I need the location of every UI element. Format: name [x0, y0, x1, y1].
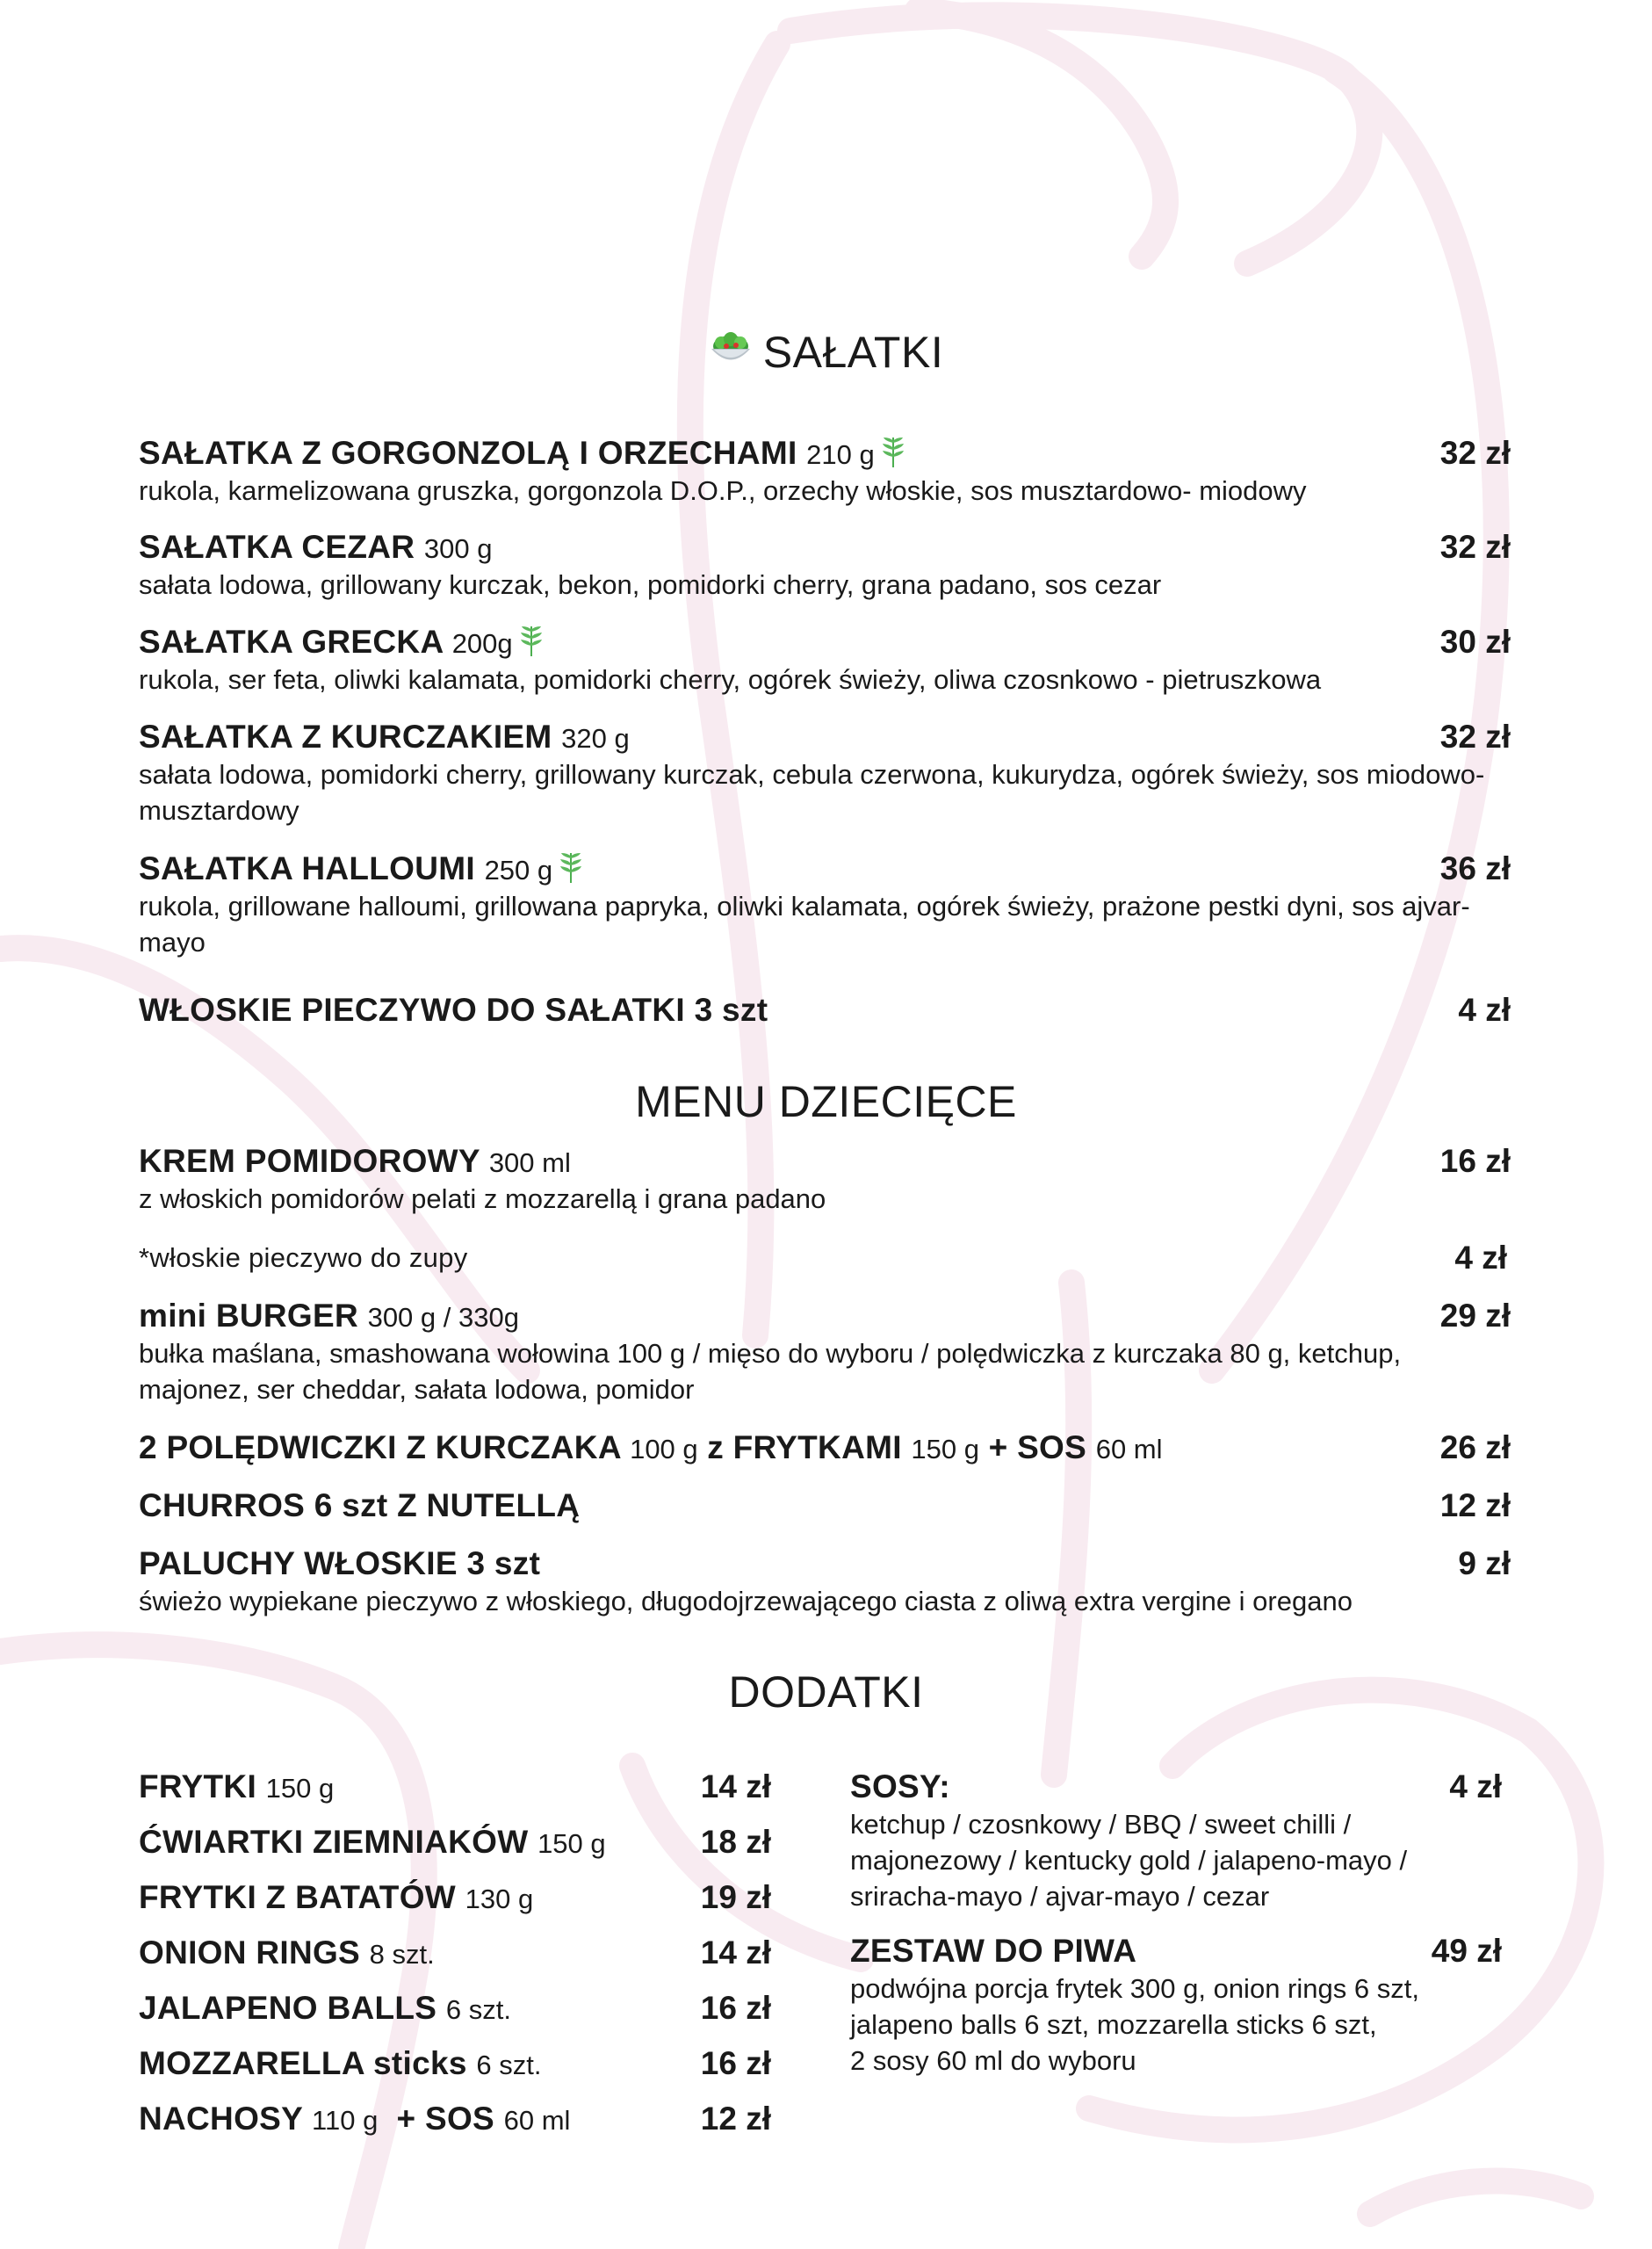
item-price: 49 zł — [1431, 1933, 1502, 1969]
item-price: 12 zł — [1439, 1487, 1511, 1523]
kids-item — [139, 1483, 1511, 1529]
section-title-salads: SAŁATKI — [0, 327, 1652, 378]
item-name: MOZZARELLA sticks 6 szt. — [139, 2045, 542, 2081]
item-description: sałata lodowa, grillowany kurczak, bekon, pomidorki cherry, grana padano, sos cezar — [139, 569, 1162, 600]
item-name: ONION RINGS 8 szt. — [139, 1934, 435, 1971]
item-note: *włoskie pieczywo do zupy — [139, 1242, 468, 1273]
item-name: FRYTKI Z BATATÓW 130 g — [139, 1879, 534, 1915]
item-description: świeżo wypiekane pieczywo z włoskiego, długodojrzewającego ciasta z oliwą extra vergine i oregano — [139, 1586, 1353, 1616]
kids-item — [139, 1541, 1511, 1619]
item-price: 19 zł — [700, 1879, 771, 1915]
item-description: sałata lodowa, pomidorki cherry, grillowany kurczak, cebula czerwona, kukurydza, ogórek świeży, sos miodowo-musztardowy — [139, 759, 1485, 826]
salad-item — [139, 524, 1511, 603]
item-name: JALAPENO BALLS 6 szt. — [139, 1990, 511, 2026]
extra-item — [139, 1985, 771, 2041]
item-name: ĆWIARTKI ZIEMNIAKÓW 150 g — [139, 1824, 606, 1860]
salad-item — [139, 619, 1511, 698]
kids-item — [139, 1139, 1511, 1217]
item-price: 30 zł — [1439, 624, 1511, 660]
vegetarian-leaf-icon — [558, 851, 584, 885]
extra-item-beer-set — [850, 1928, 1502, 1974]
item-description: ketchup / czosnkowy / BBQ / sweet chilli / majonezowy / kentucky gold / jalapeno-mayo / sriracha-mayo / ajvar-mayo / cezar — [850, 1809, 1408, 1912]
item-name: SAŁATKA Z KURCZAKIEM 320 g — [139, 719, 630, 755]
item-price: 18 zł — [700, 1824, 771, 1860]
item-description: rukola, grillowane halloumi, grillowana papryka, oliwki kalamata, ogórek świeży, prażone pestki dyni, sos ajvar-mayo — [139, 891, 1470, 958]
extra-item — [139, 1764, 771, 1819]
vegetarian-leaf-icon — [518, 625, 545, 658]
item-price: 12 zł — [700, 2101, 771, 2137]
item-name: ZESTAW DO PIWA — [850, 1933, 1137, 1969]
item-price: 32 zł — [1439, 529, 1511, 565]
item-name: SOSY: — [850, 1768, 950, 1804]
extra-item — [139, 2096, 771, 2151]
salad-bowl-icon — [709, 327, 753, 371]
item-name: CHURROS 6 szt Z NUTELLĄ — [139, 1487, 581, 1523]
item-price: 16 zł — [700, 2045, 771, 2081]
item-name: SAŁATKA CEZAR 300 g — [139, 529, 493, 565]
item-name: KREM POMIDOROWY 300 ml — [139, 1143, 571, 1179]
item-name: SAŁATKA GRECKA 200g — [139, 619, 545, 667]
item-name: SAŁATKA Z GORGONZOLĄ I ORZECHAMI 210 g — [139, 430, 906, 478]
item-price: 16 zł — [1439, 1143, 1511, 1179]
item-price: 4 zł — [1454, 1240, 1507, 1276]
salad-item — [139, 987, 1511, 1033]
kids-item — [139, 1425, 1511, 1471]
extra-item — [139, 1930, 771, 1985]
extra-item — [139, 2041, 771, 2096]
extras-left-column — [139, 1764, 771, 2151]
salad-item — [139, 714, 1511, 828]
extra-item — [139, 1819, 771, 1875]
item-name: PALUCHY WŁOSKIE 3 szt — [139, 1545, 541, 1581]
kids-item-note — [139, 1235, 1511, 1281]
section-title-extras: DODATKI — [728, 1667, 924, 1717]
item-name: WŁOSKIE PIECZYWO DO SAŁATKI 3 szt — [139, 992, 768, 1028]
item-price: 14 zł — [700, 1934, 771, 1971]
item-name: 2 POLĘDWICZKI Z KURCZAKA 100 g z FRYTKAMI 150 g + SOS 60 ml — [139, 1429, 1163, 1465]
item-name: SAŁATKA HALLOUMI 250 g — [139, 846, 584, 893]
vegetarian-leaf-icon — [880, 436, 906, 469]
extra-item — [139, 1875, 771, 1930]
item-price: 36 zł — [1439, 850, 1511, 886]
item-name: NACHOSY 110 g + SOS 60 ml — [139, 2101, 571, 2137]
salad-item — [139, 430, 1511, 509]
kids-item — [139, 1293, 1511, 1407]
item-description: rukola, ser feta, oliwki kalamata, pomidorki cherry, ogórek świeży, oliwa czosnkowo - pietruszkowa — [139, 664, 1322, 695]
item-price: 32 zł — [1439, 719, 1511, 755]
item-price: 4 zł — [1458, 992, 1511, 1028]
item-price: 9 zł — [1458, 1545, 1511, 1581]
item-price: 29 zł — [1439, 1298, 1511, 1334]
item-name: mini BURGER 300 g / 330g — [139, 1298, 519, 1334]
item-description: bułka maślana, smashowana wołowina 100 g / mięso do wyboru / polędwiczka z kurczaka 80 g, ketchup, majonez, ser cheddar, sałata lodowa, pomidor — [139, 1338, 1402, 1405]
extras-right-column — [850, 1764, 1502, 2079]
item-description: z włoskich pomidorów pelati z mozzarellą i grana padano — [139, 1183, 826, 1214]
item-price: 16 zł — [700, 1990, 771, 2026]
item-name: FRYTKI 150 g — [139, 1768, 335, 1804]
item-price: 4 zł — [1449, 1768, 1502, 1804]
item-description: podwójna porcja frytek 300 g, onion rings 6 szt, jalapeno balls 6 szt, mozzarella sticks 6 szt, 2 sosy 60 ml do wyboru — [850, 1973, 1419, 2076]
item-price: 26 zł — [1439, 1429, 1511, 1465]
section-title-kids: MENU DZIECIĘCE — [635, 1077, 1017, 1126]
salad-item — [139, 846, 1511, 960]
item-price: 14 zł — [700, 1768, 771, 1804]
extra-item-sauces — [850, 1764, 1502, 1810]
item-price: 32 zł — [1439, 435, 1511, 471]
item-description: rukola, karmelizowana gruszka, gorgonzola D.O.P., orzechy włoskie, sos musztardowo- miodowy — [139, 475, 1307, 506]
